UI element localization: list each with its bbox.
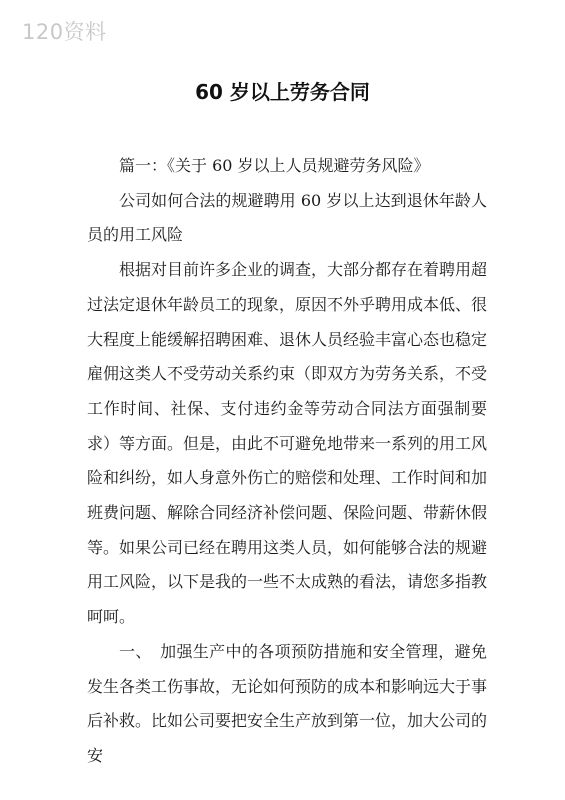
watermark: 120资料 [22, 20, 107, 44]
paragraph-subtitle: 公司如何合法的规避聘用 60 岁以上达到退休年龄人员的用工风险 [87, 190, 487, 245]
paragraph-item-1: 一、 加强生产中的各项预防措施和安全管理，避免发生各类工伤事故，无论如何预防的成本和影响远大于事后补救。比如公司要把安全生产放到第一位，加大公司的安 [87, 641, 488, 765]
paragraph-body: 根据对目前许多企业的调查，大部分都存在着聘用超过法定退休年龄员工的现象，原因不外乎聘用成本低、很大程度上能缓解招聘困难、退休人员经验丰富心态也稳定雇佣这类人不受劳动关系约束（即双方为劳务关系，不受工作时间、社保、支付违约金等劳动合同法方面强制要求）等方面。但是，由此不可避免地带来一系列的用工风险和纠纷，如人身意外伤亡的赔偿和处理、工作时间和加班费问题、解除合同经济补偿问题、保险问题、带薪休假等。如果公司已经在聘用这类人员，如何能够合法的规避用工风险，以下是我的一些不太成熟的看法，请您多指教呵呵。 [87, 260, 488, 627]
paragraph-heading: 篇一：《关于 60 岁以上人员规避劳务风险》 [119, 156, 430, 175]
document-body [87, 149, 487, 774]
page-title: 60 岁以上劳务合同 [195, 80, 370, 104]
